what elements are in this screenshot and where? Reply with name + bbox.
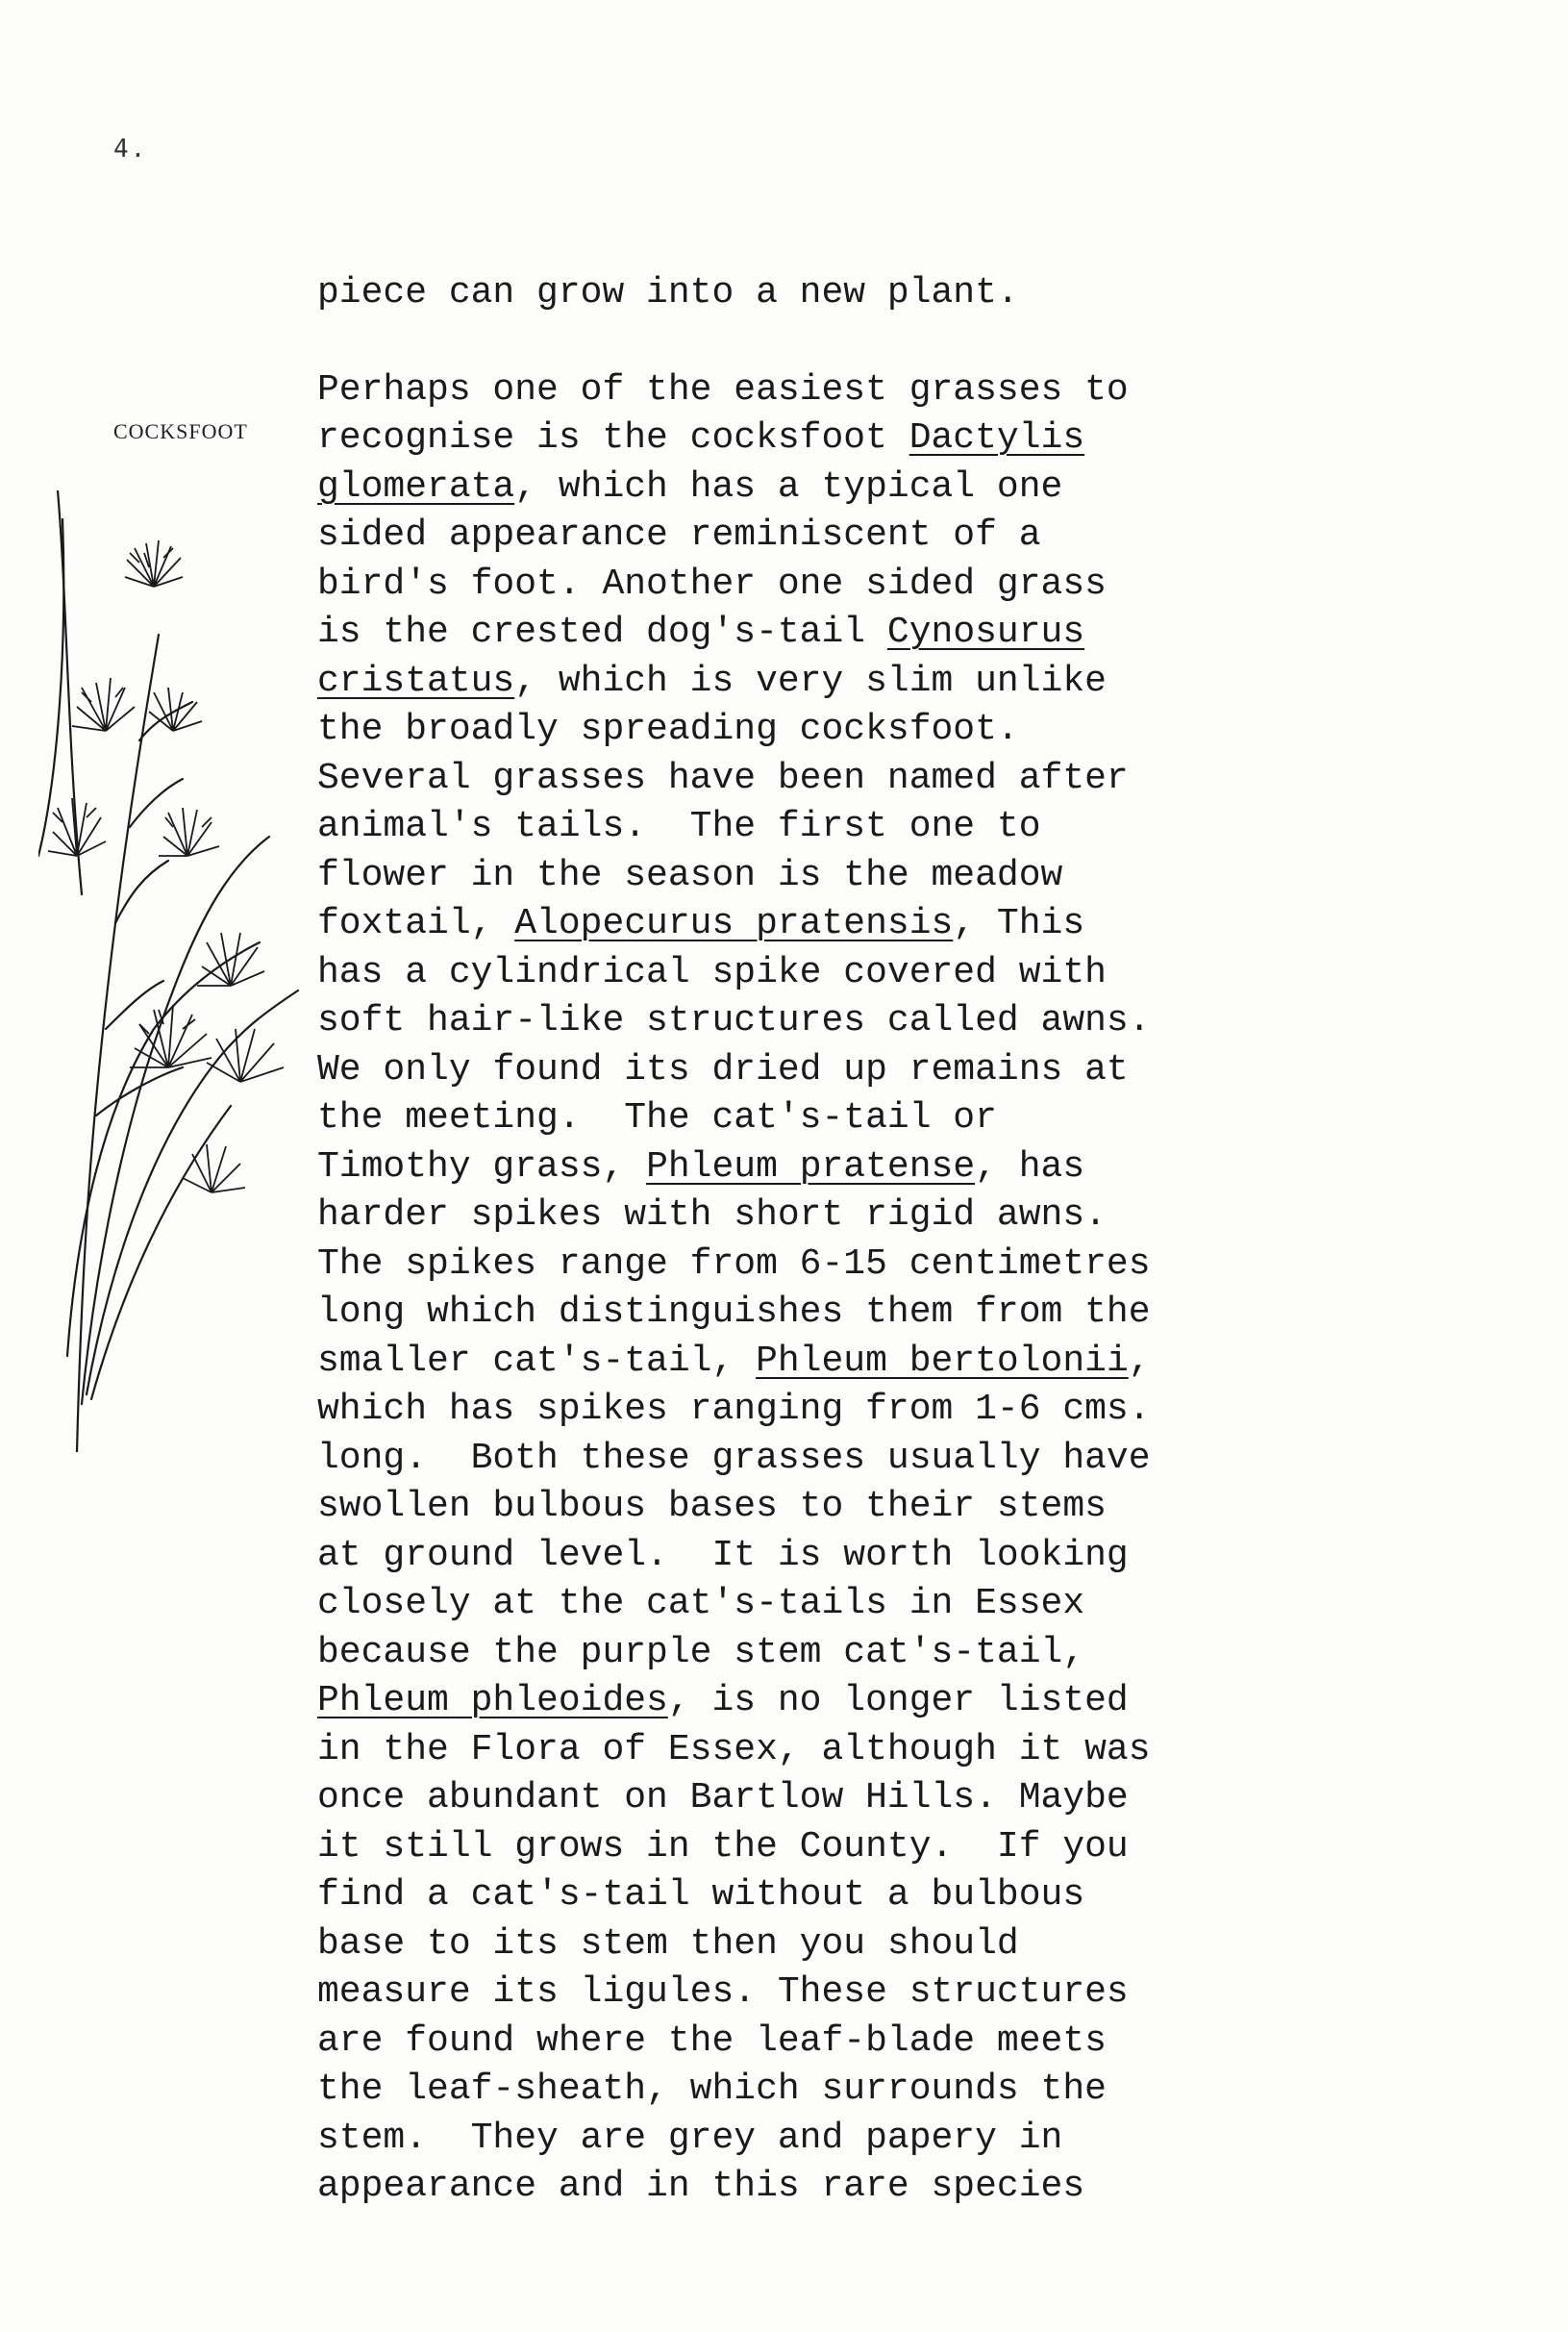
text-line [317, 1241, 1452, 1290]
text-segment: find a cat's-tail without a bulbous [317, 1874, 1085, 1916]
text-line [317, 464, 1452, 513]
species-name: cristatus [317, 660, 515, 702]
text-segment: flower in the season is the meadow [317, 854, 1063, 896]
text-segment: which has spikes ranging from 1-6 cms. [317, 1389, 1151, 1430]
text-line [317, 1289, 1452, 1338]
text-segment: Perhaps one of the easiest grasses to [317, 368, 1129, 411]
text-segment: once abundant on Bartlow Hills. Maybe [317, 1777, 1129, 1818]
text-segment: The spikes range from 6-15 centimetres [317, 1242, 1151, 1285]
text-line [317, 997, 1452, 1046]
text-line [317, 414, 1452, 464]
text-line [317, 1726, 1452, 1775]
text-line [317, 852, 1452, 901]
text-segment: recognise is the cocksfoot [317, 417, 909, 459]
text-segment: the broadly spreading cocksfoot. [317, 709, 1019, 750]
text-segment: closely at the cat's-tails in Essex [317, 1583, 1085, 1624]
text-line [317, 1920, 1452, 1969]
text-line [317, 1823, 1452, 1872]
text-line [317, 949, 1452, 998]
text-segment: the leaf-sheath, which surrounds the [317, 2069, 1107, 2110]
body-text [317, 269, 1452, 2212]
species-name: Phleum pratense [646, 1145, 976, 1188]
text-segment: , has [975, 1145, 1085, 1188]
text-segment: because the purple stem cat's-tail, [317, 1631, 1085, 1673]
continued-paragraph-line: piece can grow into a new plant. [317, 272, 1019, 313]
text-segment: smaller cat's-tail, [317, 1340, 757, 1382]
text-line [317, 1435, 1452, 1484]
text-segment: in the Flora of Essex, although it was [317, 1728, 1151, 1770]
text-line [317, 755, 1452, 804]
text-segment: are found where the leaf-blade meets [317, 2019, 1107, 2062]
text-segment: , which has a typical one [514, 465, 1063, 508]
text-line [317, 512, 1452, 561]
species-name: Dactylis [908, 417, 1085, 459]
text-segment: long which distinguishes them from the [317, 1291, 1151, 1333]
text-line [317, 1968, 1452, 2018]
text-line [317, 1338, 1452, 1387]
text-line [317, 1143, 1452, 1192]
text-segment: Several grasses have been named after [317, 757, 1129, 799]
text-line [317, 609, 1452, 658]
species-name: Alopecurus pratensis [514, 903, 954, 944]
text-line [317, 1191, 1452, 1241]
text-line [317, 2163, 1452, 2212]
text-line [317, 366, 1452, 415]
text-line [317, 1386, 1452, 1435]
text-segment: is the crested dog's-tail [317, 612, 887, 653]
text-line [317, 900, 1452, 949]
text-segment: it still grows in the County. If you [317, 1825, 1129, 1868]
text-line [317, 706, 1452, 755]
text-segment: at ground level. It is worth looking [317, 1534, 1129, 1576]
text-segment: swollen bulbous bases to their stems [317, 1486, 1107, 1527]
text-segment: foxtail, [317, 903, 515, 944]
species-name: Phleum bertolonii [756, 1340, 1129, 1382]
text-segment: long. Both these grasses usually have [317, 1437, 1151, 1479]
text-line [317, 1580, 1452, 1629]
text-segment: , is no longer listed [667, 1680, 1129, 1721]
text-segment: stem. They are grey and papery in [317, 2117, 1063, 2159]
text-line [317, 803, 1452, 852]
text-segment: We only found its dried up remains at [317, 1048, 1129, 1091]
text-segment: measure its ligules. These structures [317, 1971, 1129, 2013]
text-segment: sided appearance reminiscent of a [317, 514, 1041, 556]
text-line [317, 1483, 1452, 1532]
text-segment: harder spikes with short rigid awns. [317, 1194, 1107, 1236]
text-segment: , which is very slim unlike [514, 660, 1107, 702]
text-line [317, 1094, 1452, 1143]
species-name: Cynosurus [886, 612, 1085, 653]
text-segment: the meeting. The cat's-tail or [317, 1097, 997, 1139]
text-segment: animal's tails. The first one to [317, 806, 1041, 847]
illustration-caption: COCKSFOOT [113, 419, 248, 443]
text-line [317, 1046, 1452, 1095]
text-line [317, 2115, 1452, 2164]
text-segment: Timothy grass, [317, 1145, 647, 1188]
paragraph [317, 366, 1452, 2212]
text-segment: base to its stem then you should [317, 1922, 1019, 1965]
species-name: Phleum phleoides [317, 1680, 668, 1721]
text-line [317, 1774, 1452, 1823]
cocksfoot-grass-illustration [38, 490, 317, 1452]
text-line [317, 1532, 1452, 1581]
text-line [317, 1629, 1452, 1678]
text-segment: appearance and in this rare species [317, 2166, 1085, 2207]
species-name: glomerata [317, 465, 515, 508]
text-segment: has a cylindrical spike covered with [317, 951, 1107, 993]
text-segment: bird's foot. Another one sided grass [317, 563, 1107, 605]
text-segment: , [1128, 1340, 1151, 1382]
page-number: 4. [113, 135, 148, 163]
text-line [317, 658, 1452, 707]
text-line [317, 561, 1452, 610]
text-segment: soft hair-like structures called awns. [317, 1000, 1151, 1041]
text-line [317, 2018, 1452, 2067]
text-line [317, 1677, 1452, 1726]
text-segment: , This [953, 903, 1085, 944]
text-line [317, 1871, 1452, 1920]
text-line [317, 2066, 1452, 2115]
